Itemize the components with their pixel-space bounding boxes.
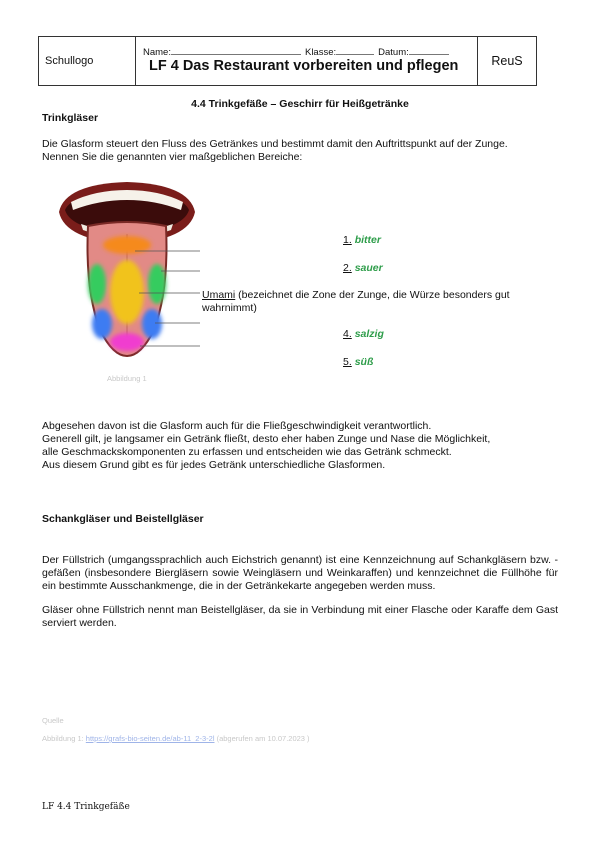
zone-sweet <box>110 333 144 351</box>
heading-schankglaeser: Schankgläser und Beistellgläser <box>42 513 204 525</box>
figure-caption: Abbildung 1 <box>107 374 147 383</box>
fuellstrich-paragraph: Der Füllstrich (umgangssprachlich auch Eichstrich genannt) ist eine Kennzeichnung auf Schankgläsern bzw. -gefäßen (insbesondere Biergläsern sowie Weingläsern und Weinkaraffen) und kennzeichnet die Füllhöhe für ein bestimmte Ausschankmenge, die in der Getränkekarte angegeben werden muss. <box>42 554 558 592</box>
section-title: 4.4 Trinkgefäße – Geschirr für Heißgetränke <box>191 98 409 110</box>
name-label: Name: <box>143 47 171 58</box>
klasse-label: Klasse: <box>304 47 337 58</box>
worksheet-header <box>38 36 537 86</box>
intro-line-2: Nennen Sie die genannten vier maßgeblichen Bereiche: <box>42 151 303 163</box>
course-code: ReuS <box>491 54 523 68</box>
answer-1: 1. bitter <box>343 234 381 246</box>
source-entry: Abbildung 1: https://grafs-bio-seiten.de/ab-11_2-3-2l (abgerufen am 10.07.2023 ) <box>42 734 310 743</box>
zone-umami <box>110 260 144 324</box>
source-link[interactable]: https://grafs-bio-seiten.de/ab-11_2-3-2l <box>85 734 215 743</box>
name-field[interactable] <box>171 46 301 55</box>
tongue-illustration <box>55 180 200 360</box>
header-middle <box>136 37 478 85</box>
zone-salty-left <box>92 309 112 339</box>
intro-line-1: Die Glasform steuert den Fluss des Getränkes und bestimmt damit den Auftrittspunkt auf der Zunge. <box>42 138 508 150</box>
school-logo-placeholder: Schullogo <box>39 37 136 85</box>
page-footer: LF 4.4 Trinkgefäße <box>42 802 130 812</box>
datum-field[interactable] <box>409 46 449 55</box>
answer-4: 4. salzig <box>343 328 384 340</box>
heading-trinkglaeser: Trinkgläser <box>42 112 99 124</box>
zone-sour-left <box>88 264 106 304</box>
klasse-field[interactable] <box>336 46 374 55</box>
zone-salty-right <box>142 309 162 339</box>
page-title: LF 4 Das Restaurant vorbereiten und pflegen <box>149 58 459 74</box>
answer-5: 5. süß <box>343 356 374 368</box>
beistellglaeser-paragraph: Gläser ohne Füllstrich nennt man Beistellgläser, da sie in Verbindung mit einer Flasche oder Karaffe dem Gast serviert werden. <box>42 604 558 629</box>
source-label: Quelle <box>42 716 64 725</box>
answer-2: 2. sauer <box>343 262 383 274</box>
zone-sour-right <box>148 264 166 304</box>
flow-paragraph: Abgesehen davon ist die Glasform auch für die Fließgeschwindigkeit verantwortlich. Generell gilt, je langsamer ein Getränk fließt, desto eher haben Zunge und Nase die Möglichkeit, alle Geschmackskomponenten zu erfassen und entscheiden wie das Getränk schmeckt. Aus diesem Grund gibt es für jedes Getränk unterschiedliche Glasformen. <box>42 420 491 471</box>
datum-label: Datum: <box>378 47 409 58</box>
header-fields <box>143 46 453 58</box>
answer-3-umami: Umami (bezeichnet die Zone der Zunge, die Würze besonders gut wahrnimmt) <box>202 289 510 314</box>
